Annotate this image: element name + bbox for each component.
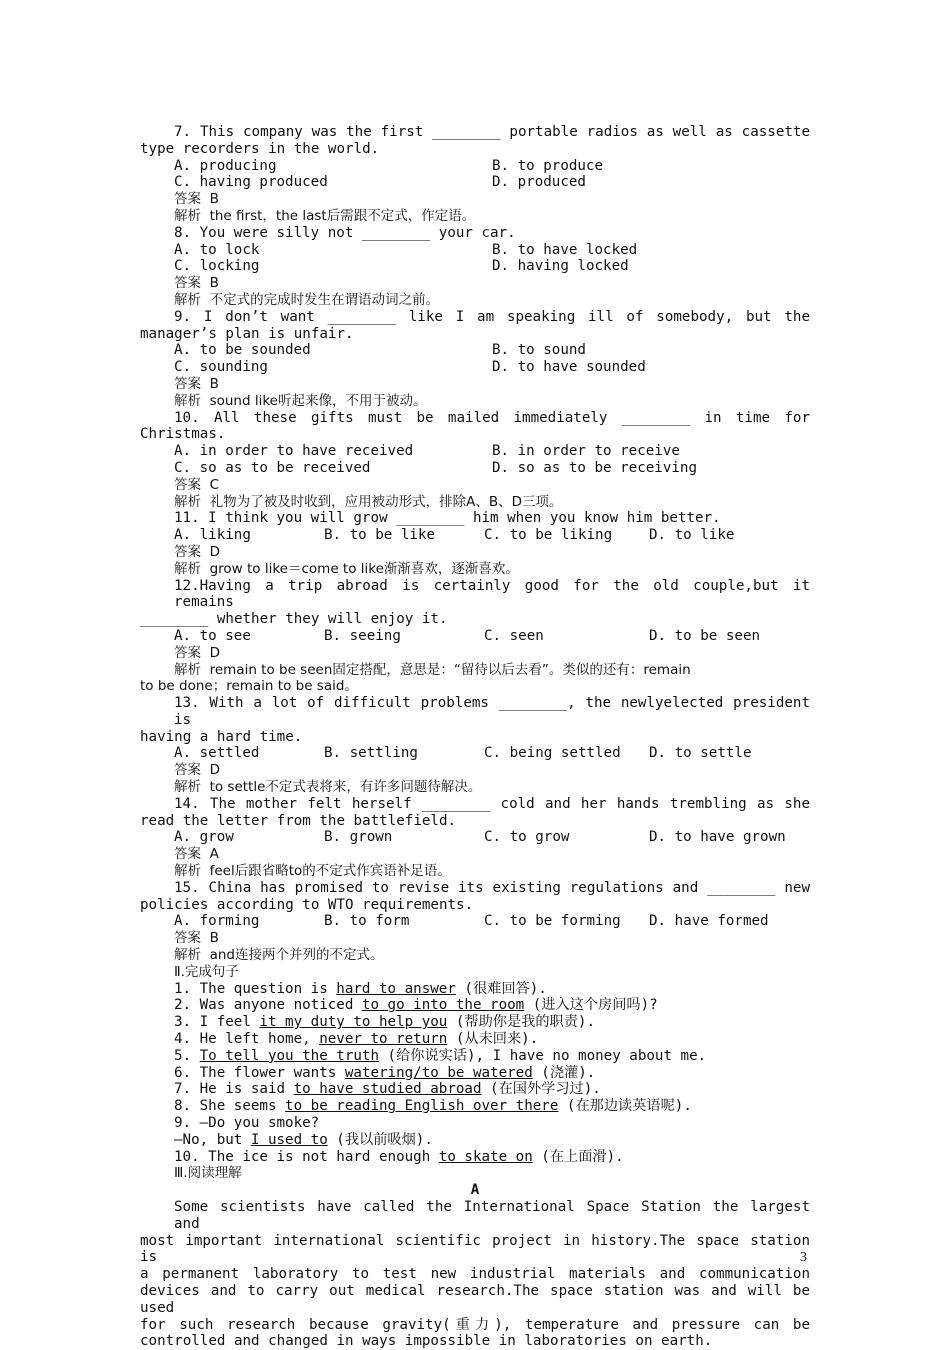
option: B. grown — [324, 829, 393, 846]
analysis-line: to be done；remain to be said。 — [140, 678, 358, 695]
passage-line: devices and to carry out medical research.The space station was and will be used — [140, 1282, 810, 1316]
passage-line: Some scientists have called the International Space Station the largest and — [174, 1199, 810, 1232]
option-row — [140, 829, 810, 846]
analysis-line: 解析 grow to like＝come to like渐渐喜欢，逐渐喜欢。 — [174, 560, 519, 577]
passage-label: A — [470, 1182, 480, 1199]
question-stem-line: type recorders in the world. — [140, 140, 380, 157]
option: D. having locked — [492, 258, 629, 275]
option: C. being settled — [484, 745, 621, 762]
question-stem-line: 13. With a lot of difficult problems ________, the newlyelected president is — [174, 695, 810, 728]
option: A. settled — [174, 745, 260, 762]
question-stem-line: 15. China has promised to revise its existing regulations and ________ new — [174, 879, 810, 896]
sentence-item — [140, 1098, 810, 1115]
sentence-answer: it my duty to help you — [259, 1014, 448, 1031]
sentence-item — [140, 1132, 810, 1149]
option: A. to see — [174, 627, 251, 644]
sentence-answer: I used to — [250, 1131, 328, 1148]
sentence-item — [140, 1065, 810, 1082]
sentence-suffix: (在那边读英语呢). — [558, 1098, 692, 1115]
option: C. to grow — [484, 829, 570, 846]
answer-line: 答案 D — [174, 644, 220, 661]
option: C. to be liking — [484, 527, 613, 544]
analysis-line: 解析 remain to be seen固定搭配，意思是：“留待以后去看”。类似的还有：remain — [174, 661, 691, 678]
option: C. locking — [174, 258, 260, 275]
sentence-suffix: (很难回答). — [455, 980, 547, 997]
sentence-suffix: (从未回来). — [447, 1031, 539, 1048]
option: D. to like — [649, 527, 735, 544]
option: C. seen — [484, 627, 544, 644]
passage-line: controlled and changed in ways impossible in laboratories on earth. — [140, 1333, 713, 1350]
option: D. to have sounded — [492, 359, 646, 376]
sentence-answer: to be reading English over there — [285, 1098, 559, 1115]
option: A. producing — [174, 157, 277, 174]
sentence-suffix: (浇灌). — [532, 1064, 596, 1081]
option: B. to be like — [324, 527, 436, 544]
option: A. to lock — [174, 241, 260, 258]
page-number: 3 — [800, 1250, 807, 1265]
answer-line: 答案 A — [174, 846, 219, 863]
question-stem-line: read the letter from the battlefield. — [140, 812, 457, 829]
document-page — [140, 124, 810, 1350]
option: C. having produced — [174, 174, 328, 191]
sentence-prefix: 10. The ice is not hard enough — [174, 1148, 439, 1165]
option-row — [140, 913, 810, 930]
question-stem-line: 9. I don’t want ________ like I am speaking ill of somebody, but the — [174, 308, 810, 325]
option: C. so as to be received — [174, 459, 371, 476]
sentence-suffix: (进入这个房间吗)? — [524, 997, 658, 1014]
sentence-item — [140, 1149, 810, 1166]
option: B. to produce — [492, 157, 604, 174]
sentence-item — [140, 1048, 810, 1065]
analysis-line: 解析 不定式的完成时发生在谓语动词之前。 — [174, 291, 440, 308]
analysis-line: 解析 feel后跟省略to的不定式作宾语补足语。 — [174, 863, 451, 880]
sentence-prefix: 3. I feel — [174, 1014, 260, 1031]
analysis-line: 解析 the first，the last后需跟不定式，作定语。 — [174, 207, 476, 224]
option: D. produced — [492, 174, 586, 191]
option: D. to have grown — [649, 829, 786, 846]
sentence-answer: watering/to be watered — [344, 1064, 533, 1081]
answer-line: 答案 B — [174, 930, 219, 947]
option-row — [140, 628, 810, 645]
sentence-prefix: 5. — [174, 1047, 200, 1064]
sentence-suffix: (在国外学习过). — [481, 1081, 601, 1098]
sentence-prefix: 7. He is said — [174, 1081, 294, 1098]
sentence-prefix: 8. She seems — [174, 1098, 286, 1115]
option: B. in order to receive — [492, 443, 680, 460]
option: B. to form — [324, 913, 410, 930]
answer-line: 答案 D — [174, 762, 220, 779]
passage-line: for such research because gravity(重力), temperature and pressure can be — [140, 1316, 810, 1333]
option: A. to be sounded — [174, 342, 311, 359]
sentence-prefix: 4. He left home, — [174, 1031, 320, 1048]
option-row — [140, 745, 810, 762]
option: A. liking — [174, 527, 251, 544]
question-stem-line: manager’s plan is unfair. — [140, 325, 354, 342]
option: A. in order to have received — [174, 443, 414, 460]
sentence-prefix: 9. —Do you smoke? — [174, 1115, 320, 1132]
answer-line: 答案 D — [174, 543, 220, 560]
question-stem-line: 8. You were silly not ________ your car. — [174, 224, 516, 241]
option-row — [140, 242, 810, 259]
answer-line: 答案 B — [174, 191, 219, 208]
option: A. forming — [174, 913, 260, 930]
option-row — [140, 443, 810, 460]
option: D. so as to be receiving — [492, 459, 697, 476]
sentence-answer: To tell you the truth — [199, 1047, 379, 1064]
option-row — [140, 158, 810, 175]
option: A. grow — [174, 829, 234, 846]
question-stem-line: policies according to WTO requirements. — [140, 896, 474, 913]
analysis-line: 解析 礼物为了被及时收到，应用被动形式，排除A、B、D三项。 — [174, 493, 563, 510]
sentence-answer: never to return — [319, 1031, 448, 1048]
option-row — [140, 460, 810, 477]
option-row — [140, 342, 810, 359]
passage-line: most important international scientific project in history.The space station is — [140, 1232, 810, 1266]
answer-line: 答案 C — [174, 476, 220, 493]
sentence-prefix: 6. The flower wants — [174, 1064, 345, 1081]
analysis-line: 解析 and连接两个并列的不定式。 — [174, 947, 384, 964]
sentence-prefix: —No, but — [174, 1131, 251, 1148]
question-stem-line: 7. This company was the first ________ portable radios as well as cassette — [174, 124, 810, 140]
answer-line: 答案 B — [174, 375, 219, 392]
option: D. to settle — [649, 745, 752, 762]
sentence-item — [140, 1081, 810, 1098]
question-stem-line: ________ whether they will enjoy it. — [140, 611, 448, 628]
question-stem-line: 11. I think you will grow ________ him when you know him better. — [174, 510, 721, 527]
sentence-suffix: (帮助你是我的职责). — [447, 1014, 596, 1031]
question-stem-line: Christmas. — [140, 426, 226, 443]
sentence-item — [140, 1031, 810, 1048]
sentence-prefix: 1. The question is — [174, 980, 337, 997]
option-row — [140, 359, 810, 376]
analysis-line: 解析 to settle不定式表将来，有许多问题待解决。 — [174, 779, 482, 796]
option-row — [140, 174, 810, 191]
option: B. settling — [324, 745, 418, 762]
sentence-answer: to skate on — [438, 1148, 533, 1165]
passage-line: a permanent laboratory to test new industrial materials and communication — [140, 1266, 810, 1283]
option: B. to sound — [492, 342, 586, 359]
sentence-item — [140, 1014, 810, 1031]
sentence-answer: to have studied abroad — [293, 1081, 482, 1098]
section-title: Ⅱ.完成句子 — [174, 963, 239, 980]
option-row — [140, 258, 810, 275]
option-row — [140, 527, 810, 544]
option: D. to be seen — [649, 627, 761, 644]
sentence-suffix: (给你说实话), I have no money about me. — [379, 1047, 707, 1064]
option: C. to be forming — [484, 913, 621, 930]
section-title: Ⅲ.阅读理解 — [174, 1165, 242, 1182]
sentence-answer: hard to answer — [336, 980, 456, 997]
sentence-item — [140, 981, 810, 998]
sentence-suffix: (在上面滑). — [532, 1148, 624, 1165]
sentence-answer: to go into the room — [361, 997, 525, 1014]
sentence-item — [140, 997, 810, 1014]
sentence-suffix: (我以前吸烟). — [327, 1131, 433, 1148]
sentence-prefix: 2. Was anyone noticed — [174, 997, 362, 1014]
question-stem-line: 12.Having a trip abroad is certainly good for the old couple,but it remains — [174, 577, 810, 611]
answer-line: 答案 B — [174, 275, 219, 292]
sentence-item — [140, 1115, 810, 1132]
question-stem-line: 10. All these gifts must be mailed immediately ________ in time for — [174, 409, 810, 426]
option: B. to have locked — [492, 241, 638, 258]
option: B. seeing — [324, 627, 401, 644]
option: C. sounding — [174, 359, 268, 376]
option: D. have formed — [649, 913, 769, 930]
analysis-line: 解析 sound like听起来像，不用于被动。 — [174, 392, 427, 409]
question-stem-line: 14. The mother felt herself ________ cold and her hands trembling as she — [174, 795, 810, 812]
question-stem-line: having a hard time. — [140, 728, 303, 745]
